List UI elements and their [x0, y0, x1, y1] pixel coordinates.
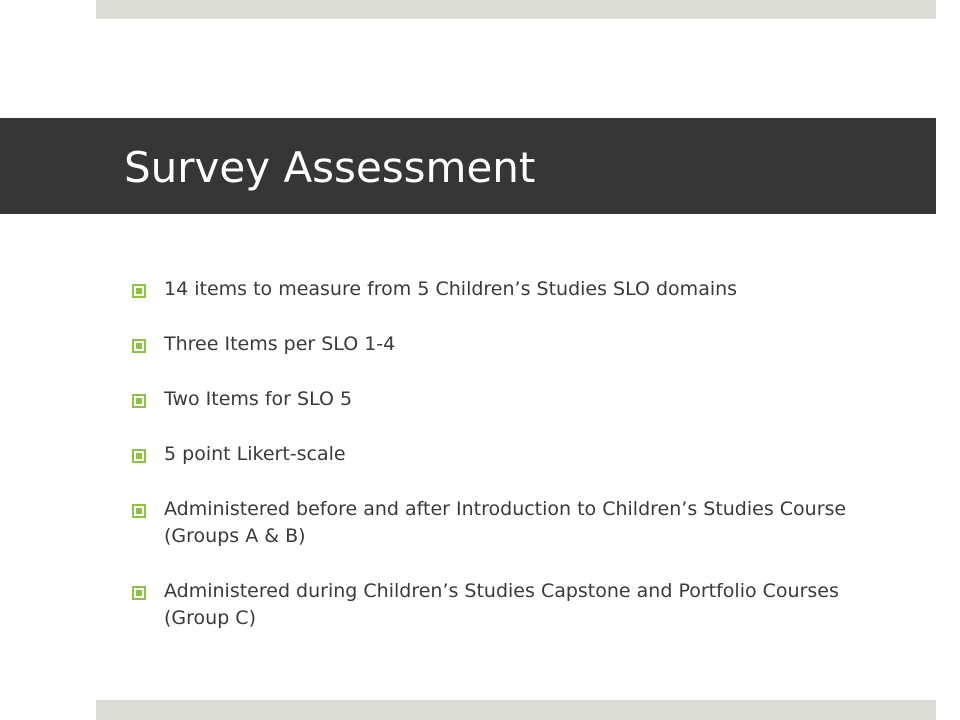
bullet-item: [130, 331, 870, 358]
bullet-item: [130, 441, 870, 468]
bottom-decorative-band: [96, 700, 936, 720]
top-decorative-band: [96, 0, 936, 19]
bullet-text: 5 point Likert-scale: [164, 443, 346, 465]
bullet-text: 14 items to measure from 5 Children’s Studies SLO domains: [164, 278, 738, 300]
bullet-item: [130, 578, 870, 632]
square-bullet-icon: [132, 586, 146, 600]
bullet-text: Administered during Children’s Studies Capstone and Portfolio Courses (Group C): [164, 580, 839, 629]
square-bullet-icon: [132, 449, 146, 463]
bullet-item: [130, 496, 870, 550]
square-bullet-icon: [132, 394, 146, 408]
bullet-text: Administered before and after Introduction to Children’s Studies Course (Groups A & B): [164, 498, 847, 547]
square-bullet-icon: [132, 504, 146, 518]
bullet-text: Three Items per SLO 1-4: [164, 333, 396, 355]
bullet-item: [130, 276, 870, 303]
bullet-list: [130, 276, 870, 660]
slide-title: Survey Assessment: [124, 143, 536, 192]
square-bullet-icon: [132, 284, 146, 298]
square-bullet-icon: [132, 339, 146, 353]
bullet-item: [130, 386, 870, 413]
bullet-text: Two Items for SLO 5: [164, 388, 353, 410]
